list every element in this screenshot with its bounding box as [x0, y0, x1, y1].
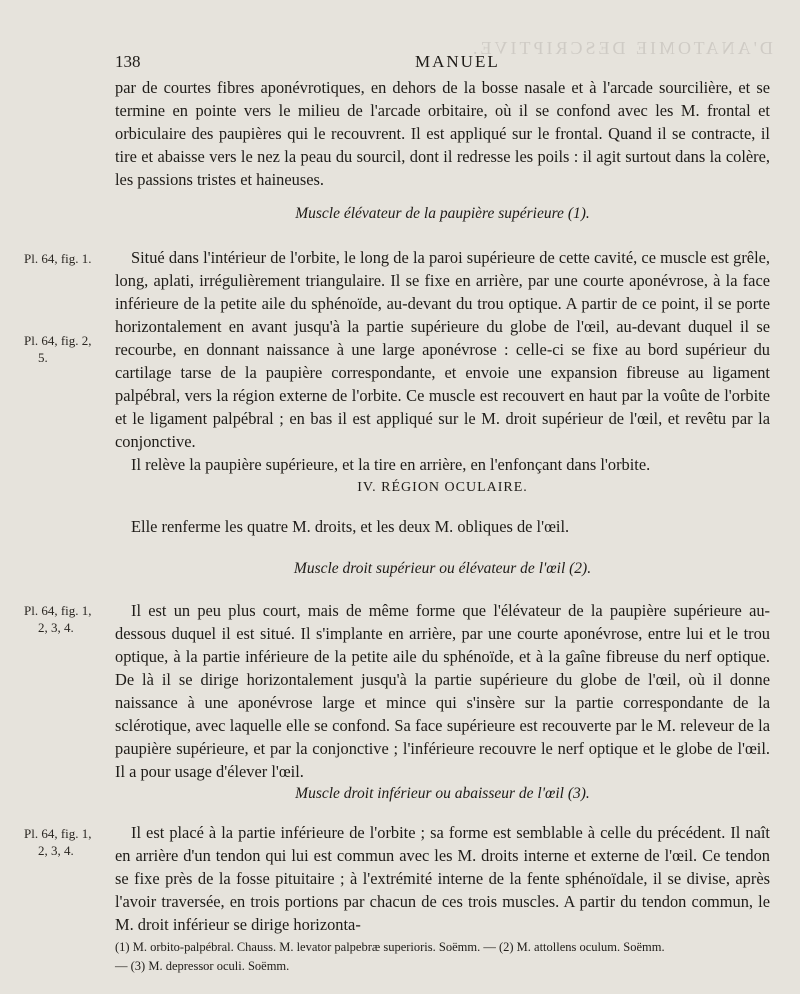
section1-margin-note-1: Pl. 64, fig. 1.: [24, 251, 92, 266]
footnote-line-2: — (3) M. depressor oculi. Soëmm.: [115, 959, 290, 973]
section2-body: [115, 599, 770, 783]
page-number: 138: [115, 52, 141, 71]
section1-body: [115, 246, 770, 476]
section3-paragraph: Il est placé à la partie inférieure de l'orbite ; sa forme est semblable à celle du précédent. Il naît en arrière d'un tendon qui lui est commun avec les M. droits interne et externe de l'œil. Ce tendon se fixe près de la fosse pituitaire ; à l'extrémité interne de la fente sphénoïdale, il se divise, après l'avoir traversée, en trois portions par chacun de ces trois muscles. A partir du tendon commun, le M. droit inférieur se dirige horizonta-: [115, 823, 770, 934]
bleed-through-text: D'ANATOMIE DESCRIPTIVE.: [470, 38, 773, 58]
section1-paragraph: Situé dans l'intérieur de l'orbite, le long de la paroi supérieure de cette cavité, ce muscle est grêle, long, aplati, irrégulièrement triangulaire. Il se fixe en arrière, par une courte aponévrose, à la face inférieure de la petite aile du sphénoïde, au-devant du trou optique. A partir de ce point, il se porte horizontalement en avant jusqu'à la partie supérieure du globe de l'œil, au-devant duquel il se recourbe, en donnant naissance à une large aponévrose : celle-ci se fixe au bord supérieur du cartilage tarse de la paupière correspondante, et envoie une expansion fibreuse au ligament palpébral, vers la région externe de l'orbite. Ce muscle est recouvert en haut par la voûte de l'orbite et le ligament palpébral ; en bas il est appliqué sur le M. droit supérieur de l'œil, et revêtu par la conjonctive.: [115, 248, 770, 451]
region-body: [115, 515, 770, 538]
section3-margin-note: Pl. 64, fig. 1, 2, 3, 4.: [24, 826, 92, 858]
section2-heading: Muscle droit supérieur ou élévateur de l'œil (2).: [293, 560, 592, 577]
section2-margin-note: Pl. 64, fig. 1, 2, 3, 4.: [24, 603, 92, 635]
section1-paragraph-2: Il relève la paupière supérieure, et la tire en arrière, en l'enfonçant dans l'orbite.: [131, 455, 651, 474]
section3-heading: Muscle droit inférieur ou abaisseur de l'œil (3).: [295, 785, 590, 802]
intro-paragraph: par de courtes fibres aponévrotiques, en dehors de la bosse nasale et à l'arcade sourcilière, et se termine en pointe vers le milieu de l'arcade orbitaire, où il se confond avec les M. frontal et orbiculaire des paupières qui le recouvrent. Il est appliqué sur le frontal. Quand il se contracte, il tire et abaisse vers le nez la peau du sourcil, dont il redresse les poils : il agit surtout dans la colère, les passions tristes et haineuses.: [115, 78, 770, 189]
region-paragraph: Elle renferme les quatre M. droits, et les deux M. obliques de l'œil.: [131, 517, 570, 536]
section3-body: [115, 821, 770, 936]
region-heading: IV. RÉGION OCULAIRE.: [357, 480, 528, 495]
footnotes: [115, 938, 770, 976]
section1-heading: Muscle élévateur de la paupière supérieure (1).: [295, 205, 590, 222]
running-title: MANUEL: [415, 52, 500, 71]
page-header: [115, 52, 770, 74]
footnote-line-1: (1) M. orbito-palpébral. Chauss. M. levator palpebræ superioris. Soëmm. — (2) M. attollens oculum. Soëmm.: [115, 940, 665, 954]
section1-margin-note-2: Pl. 64, fig. 2, 5.: [24, 333, 92, 365]
section2-paragraph: Il est un peu plus court, mais de même forme que l'élévateur de la paupière supérieure au-dessous duquel il est situé. Il s'implante en arrière, par une courte aponévrose, entre lui et le trou optique, à la partie inférieure de la petite aile du sphénoïde, et à la gaîne fibreuse du nerf optique. De là il se dirige horizontalement jusqu'à la partie supérieure du globe de l'œil, où il donne naissance à une aponévrose large et mince qui s'insère sur la partie correspondante de la sclérotique, avec laquelle elle se confond. Sa face supérieure est recouverte par le M. releveur de la paupière supérieure, et par la conjonctive ; l'inférieure recouvre le nerf optique et le globe de l'œil. Il a pour usage d'élever l'œil.: [115, 601, 770, 781]
intro-paragraph-block: [115, 76, 770, 191]
